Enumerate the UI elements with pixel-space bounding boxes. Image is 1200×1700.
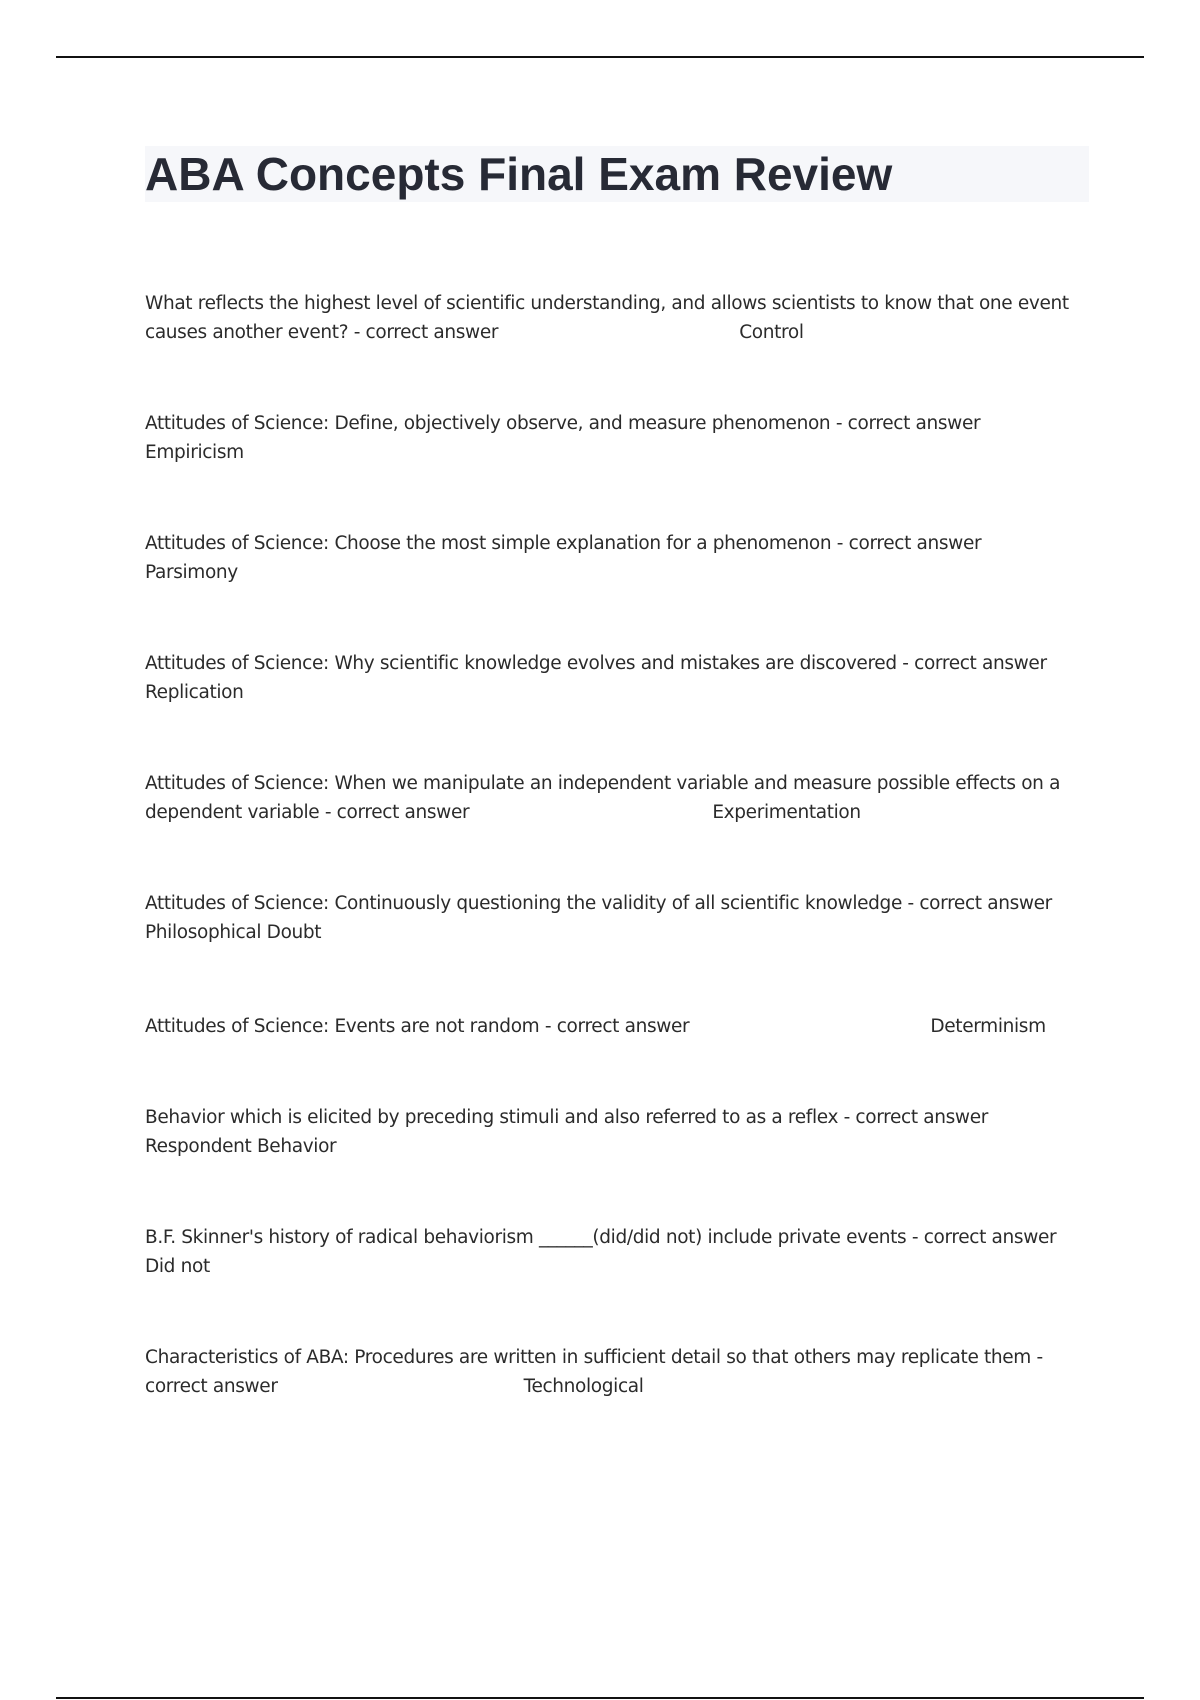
question-text: Attitudes of Science: Define, objectively observe, and measure phenomenon - correct answer: [145, 413, 981, 434]
question-text: B.F. Skinner's history of radical behaviorism ______(did/did not) include private events - correct answer: [145, 1227, 1057, 1248]
qa-item-3: [145, 529, 1090, 587]
qa-item-5: [145, 769, 1090, 827]
qa-item-6: [145, 889, 1090, 947]
qa-item-8: [145, 1103, 1090, 1161]
top-rule: [56, 56, 1144, 58]
question-text: Behavior which is elicited by preceding stimuli and also referred to as a reflex - correct answer: [145, 1107, 989, 1128]
answer-text: Technological: [523, 1376, 644, 1397]
question-text: Attitudes of Science: Events are not random - correct answer: [145, 1016, 690, 1037]
qa-item-4: [145, 649, 1090, 707]
answer-text: Philosophical Doubt: [145, 922, 322, 943]
answer-text: Experimentation: [712, 802, 861, 823]
answer-text: Respondent Behavior: [145, 1136, 337, 1157]
qa-item-1: [145, 289, 1090, 347]
question-text: What reflects the highest level of scientific understanding, and allows scientists to know that one event causes another event? - correct answer: [145, 293, 1069, 343]
answer-text: Empiricism: [145, 442, 244, 463]
answer-text: Replication: [145, 682, 244, 703]
qa-item-10: [145, 1343, 1090, 1401]
qa-item-9: [145, 1223, 1090, 1281]
bottom-rule: [56, 1697, 1144, 1699]
question-text: Attitudes of Science: When we manipulate an independent variable and measure possible effects on a dependent variable - correct answer: [145, 773, 1061, 823]
qa-item-2: [145, 409, 1090, 467]
question-text: Attitudes of Science: Continuously questioning the validity of all scientific knowledge - correct answer: [145, 893, 1052, 914]
qa-item-7: [145, 1012, 1090, 1041]
question-text: Characteristics of ABA: Procedures are written in sufficient detail so that others may replicate them - correct answer: [145, 1347, 1043, 1397]
answer-text: Control: [739, 322, 804, 343]
page-title: ABA Concepts Final Exam Review: [145, 148, 893, 200]
question-text: Attitudes of Science: Choose the most simple explanation for a phenomenon - correct answer: [145, 533, 982, 554]
answer-text: Parsimony: [145, 562, 238, 583]
question-text: Attitudes of Science: Why scientific knowledge evolves and mistakes are discovered - correct answer: [145, 653, 1047, 674]
answer-text: Did not: [145, 1256, 210, 1277]
answer-text: Determinism: [930, 1016, 1046, 1037]
